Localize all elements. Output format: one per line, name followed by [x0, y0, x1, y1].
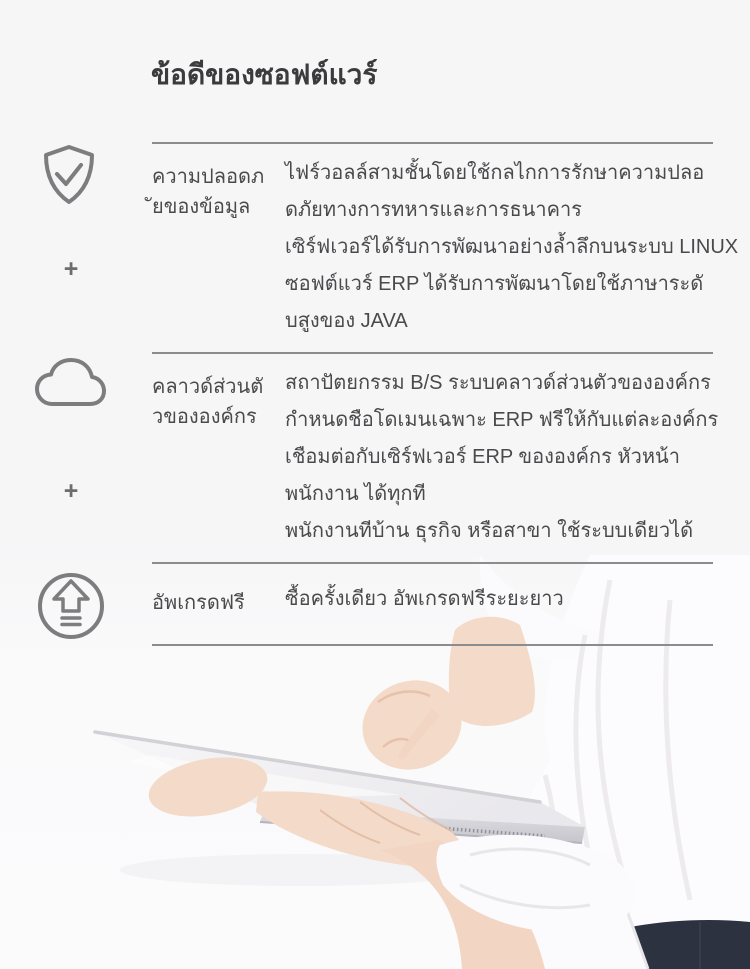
text-line: ดภัยทางการทหารและการธนาคาร — [285, 199, 582, 221]
text-line: เชือมต่อกับเซิร์ฟเวอร์ ERP ขององค์กร หัวหน้า — [285, 446, 680, 468]
page-title: ข้อดีของซอฟต์แวร์ — [151, 59, 378, 90]
shield-check-icon — [40, 143, 98, 207]
feature-label — [152, 362, 285, 550]
feature-row-security — [152, 152, 750, 340]
divider — [152, 142, 713, 144]
text-line: วขององค์กร — [152, 406, 257, 428]
feature-row-free-upgrade — [152, 578, 750, 618]
text-line: อัพเกรดฟรี — [152, 592, 245, 614]
text-line: ัยของข้อมูล — [152, 196, 251, 218]
text-line: ซื้อครั้งเดียว อัพเกรดฟรีระยะยาว — [285, 588, 564, 610]
text-line: ไฟร์วอลล์สามชั้นโดยใช้กลไกการรักษาความปลอ — [285, 162, 705, 184]
feature-row-private-cloud — [152, 362, 750, 550]
divider — [152, 644, 713, 646]
text-line: พนักงานทีบ้าน ธุรกิจ หรือสาขา ใช้ระบบเดียวได้ — [285, 520, 694, 542]
divider — [152, 352, 713, 354]
upgrade-icon — [37, 572, 105, 640]
text-line: บสูงของ JAVA — [285, 310, 408, 332]
divider — [152, 562, 713, 564]
feature-description — [285, 152, 750, 340]
text-line: สถาปัตยกรรม B/S ระบบคลาวด์ส่วนตัวขององค์กร — [285, 372, 711, 394]
plus-icon: + — [63, 255, 79, 283]
text-line: ความปลอดภ — [152, 166, 265, 188]
text-line: พนักงาน ได้ทุกที — [285, 483, 426, 505]
feature-label — [152, 152, 285, 340]
text-line: เซิร์ฟเวอร์ได้รับการพัฒนาอย่างล้ำลึกบนระบบ LINUX — [285, 236, 739, 258]
plus-icon: + — [63, 477, 79, 505]
text-line: คลาวด์ส่วนตั — [152, 376, 264, 398]
cloud-icon — [35, 358, 107, 408]
feature-label — [152, 578, 285, 618]
text-line: ซอฟต์แวร์ ERP ได้รับการพัฒนาโดยใช้ภาษาระดั — [285, 273, 704, 295]
feature-description — [285, 578, 750, 618]
text-line: กำหนดชือโดเมนเฉพาะ ERP ฟรีให้กับแต่ละองค์กร — [285, 409, 719, 431]
feature-description — [285, 362, 750, 550]
